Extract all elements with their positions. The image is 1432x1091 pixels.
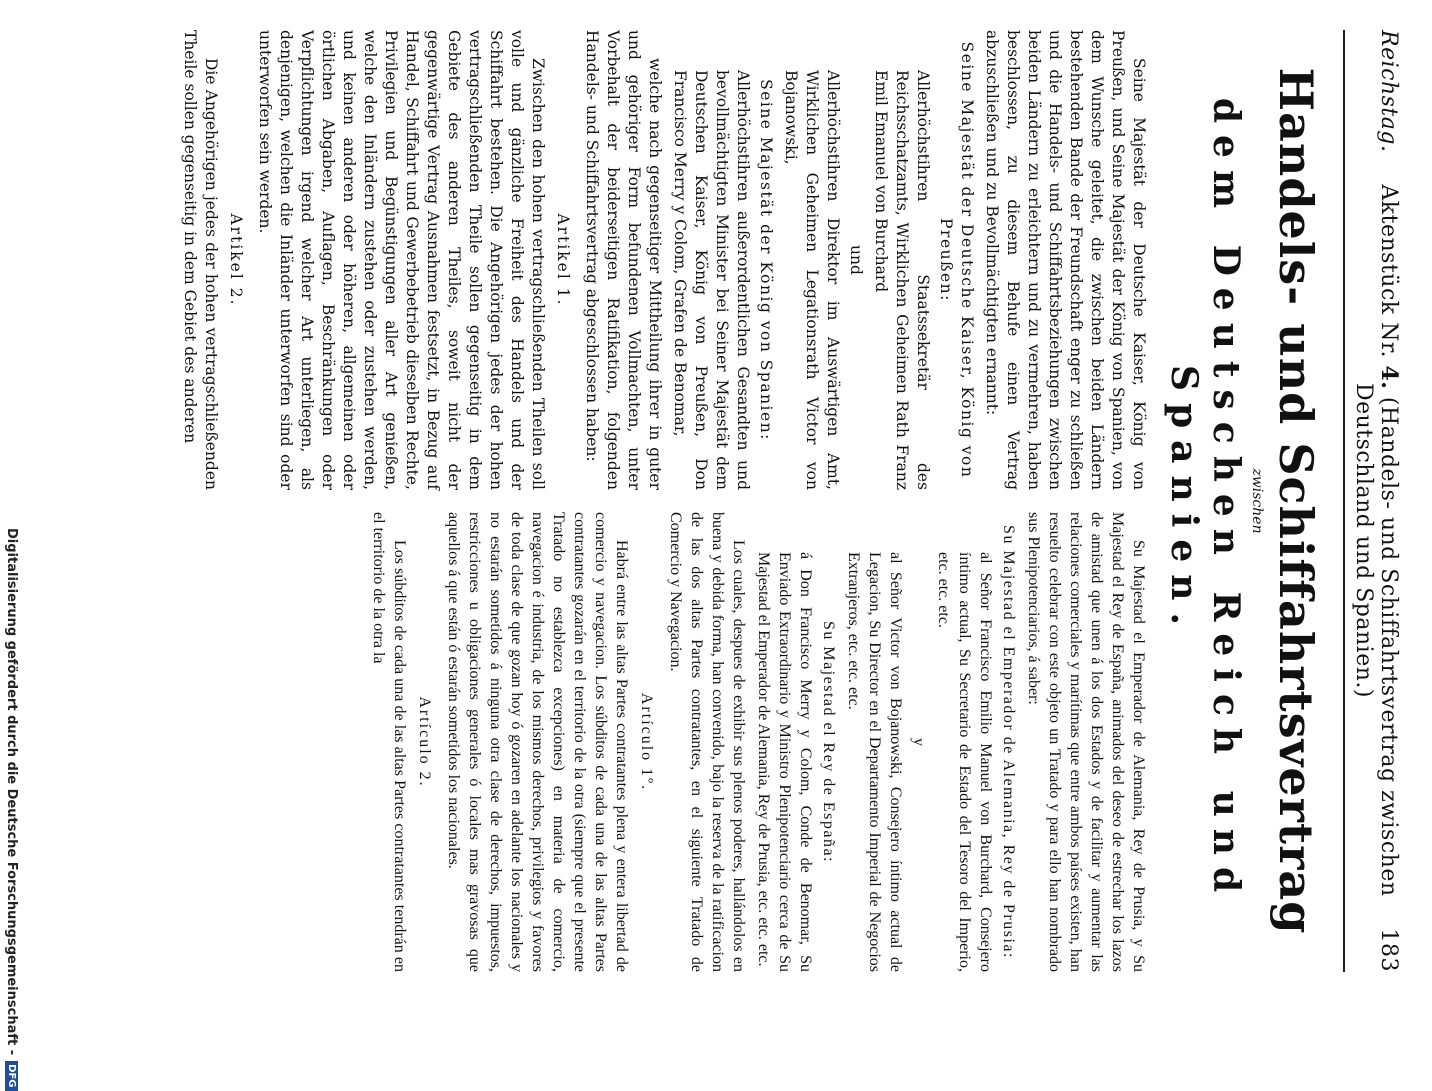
- german-king: Seine Majestät der König von Spanien:: [757, 79, 775, 441]
- german-closing: welche nach gegenseitiger Mittheilung ihrer in guter und gehöriger Form befundenen Vollmachten, unter Vorbehalt der beiderseitigen Ratifikation, folgenden Handels- und Schiffahrtsvertrag abgeschlossen haben:: [583, 30, 664, 490]
- dfg-logo: DFG: [6, 1061, 19, 1090]
- spanish-plenipotentiary-3: á Don Francisco Merry y Colom, Conde de Benomar, Su Enviado Extraordinario y Ministro Plenipotenciario cerca de Su Majestad el Emperador de Alemania, Rey de Prusia, etc. etc. etc.: [755, 552, 814, 972]
- running-head-center: [1351, 152, 1402, 928]
- document-title-sub: zwischen: [1249, 468, 1265, 534]
- text-columns: [175, 30, 1149, 972]
- running-head-suffix: (Handels- und Schiffahrtsvertrag zwischen Deutschland und Spanien.): [1351, 382, 1401, 897]
- german-und: und: [847, 245, 865, 275]
- spanish-closing: Los cuales, despues de exhibir sus plenos poderes, hallándolos en buena y debida forma, han convenido, bajo la reserva de la ratificacion de las dos altas Partes contratantes, en el siguiente Tratado de Comercio y Navegacion.: [667, 512, 747, 972]
- german-emperor: Seine Majestät der Deutsche Kaiser, König von Preußen:: [937, 41, 976, 479]
- german-article-2-title: Artikel 2.: [227, 213, 245, 307]
- document-title: Handels- und Schiffahrtsvertrag: [1269, 67, 1323, 935]
- german-column: [175, 30, 1149, 490]
- german-article-2-text: Die Angehörigen jedes der hohen vertragschließenden Theile sollen gegenseitig in dem Gebiet des anderen: [181, 30, 220, 490]
- running-head-prefix: Aktenstück Nr.: [1376, 184, 1401, 358]
- german-plenipotentiary-2: Allerhöchstihren Direktor im Auswärtigen Amt, Wirklichen Geheimen Legationsrath Victor von Bojanowski,: [782, 70, 842, 490]
- spanish-column: [175, 512, 1149, 972]
- running-head-left: Reichstag.: [1376, 30, 1401, 153]
- spanish-article-1-title: Artículo 1º.: [638, 692, 655, 792]
- spanish-y: y: [910, 738, 927, 746]
- spanish-emperor: Su Majestad el Emperador de Alemania, Rey de Prusia:: [1000, 525, 1017, 959]
- document-title-second: dem Deutschen Reich und Spanien.: [1163, 97, 1247, 905]
- digitization-credit-text: Digitalisierung gefördert durch die Deutsche Forschungsgemeinschaft -: [4, 528, 20, 1056]
- spanish-king: Su Majestad el Rey de España:: [820, 620, 837, 864]
- spanish-article-1-text: Habrá entre las altas Partes contratantes plena y entera libertad de comercio y navegacion. Los súbditos de cada una de las altas Partes contratantes gozarán en el territorio de la otra (siempre que el presente Tratado no establezca excepciones) en materia de comercio, navegacion é industria, de los mismos derechos, privilegios y favores de toda clase de que gozan hoy ó gozaren en adelante los nacionales y no estarán sometidos á ninguna otra clase de derechos, impuestos, restricciones u obligaciones generales ó locales mas gravosas que aquellos á que están ó estarán sometidos los nacionales.: [445, 512, 630, 972]
- document-page: [170, 0, 1420, 1000]
- german-article-1-text: Zwischen den hohen vertragschließenden Theilen soll volle und gänzliche Freiheit des Handels und der Schiffahrt bestehen. Die Angehörigen jedes der hohen vertragschließenden Theile sollen gegenseitig in dem Gebiete des anderen Theiles, soweit nicht der gegenwärtige Vertrag Ausnahmen festsetzt, in Bezug auf Handel, Schiffahrt und Gewerbebetrieb dieselben Rechte, Privilegien und Begünstigungen aller Art genießen, welche den Inländern zustehen oder zustehen werden, und keinen anderen oder höheren, allgemeinen oder örtlichen Abgaben, Auflagen, Beschränkungen oder Verpflichtungen irgend welcher Art unterliegen, als denjenigen, welchen die Inländer unterworfen sind oder unterworfen sein werden.: [256, 30, 547, 490]
- german-plenipotentiary-3: Allerhöchstihren außerordentlichen Gesandten und bevollmächtigten Minister bei Seiner Majestät dem Deutschen Kaiser, König von Preußen, Don Francisco Merry y Colom, Grafen de Benomar,: [671, 70, 752, 490]
- spanish-plenipotentiary-2: al Señor Victor von Bojanowski, Consejero íntimo actual de Legacion, Su Director en el Departamento Imperial de Negocios Extranjeros, etc. etc. etc.: [845, 552, 904, 972]
- page-number: 183: [1376, 928, 1401, 972]
- spanish-plenipotentiary-1: al Señor Francisco Emilio Manuel von Burchard, Consejero íntimo actual, Su Secretario de Estado del Tesoro del Imperio, etc. etc. etc.: [935, 552, 994, 972]
- german-plenipotentiary-1: Allerhöchstihren Staatssekretär des Reichsschatzamts, Wirklichen Geheimen Rath Franz Emil Emanuel von Burchard: [872, 70, 932, 490]
- digitization-sidebar: [2, 528, 30, 1088]
- spanish-article-2-text: Los súbditos de cada una de las altas Partes contratantes tendrán en el territorio de la otra la: [370, 512, 408, 972]
- spanish-preamble: Su Majestad el Emperador de Alemania, Rey de Prusia, y Su Majestad el Rey de España, animados del deseo de estrechar los lazos de amistad que unen á los dos Estados y de facilitar y aumentar las relaciones comerciales y marítimas que entre ambos países existen, han resuelto celebrar con este objeto un Tratado y para ello han nombrado sus Plenipotenciarios, á saber:: [1025, 512, 1147, 972]
- document-number: 4.: [1376, 365, 1402, 390]
- spanish-article-2-title: Artículo 2.: [416, 696, 433, 788]
- german-preamble: Seine Majestät der Deutsche Kaiser, König von Preußen, und Seine Majestät der König von Spanien, von dem Wunsche geleitet, die zwischen beiden Ländern bestehenden Bande der Freundschaft enger zu schließen und die Handels- und Schiffahrtsbeziehungen zwischen beiden Ländern zu erleichtern und zu vermehren, haben beschlossen, zu diesem Behufe einen Vertrag abzuschließen und zu Bevollmächtigten ernannt:: [983, 30, 1148, 490]
- german-article-1-title: Artikel 1.: [554, 213, 572, 307]
- running-head: [1343, 30, 1402, 972]
- digitization-credit: [2, 528, 22, 1088]
